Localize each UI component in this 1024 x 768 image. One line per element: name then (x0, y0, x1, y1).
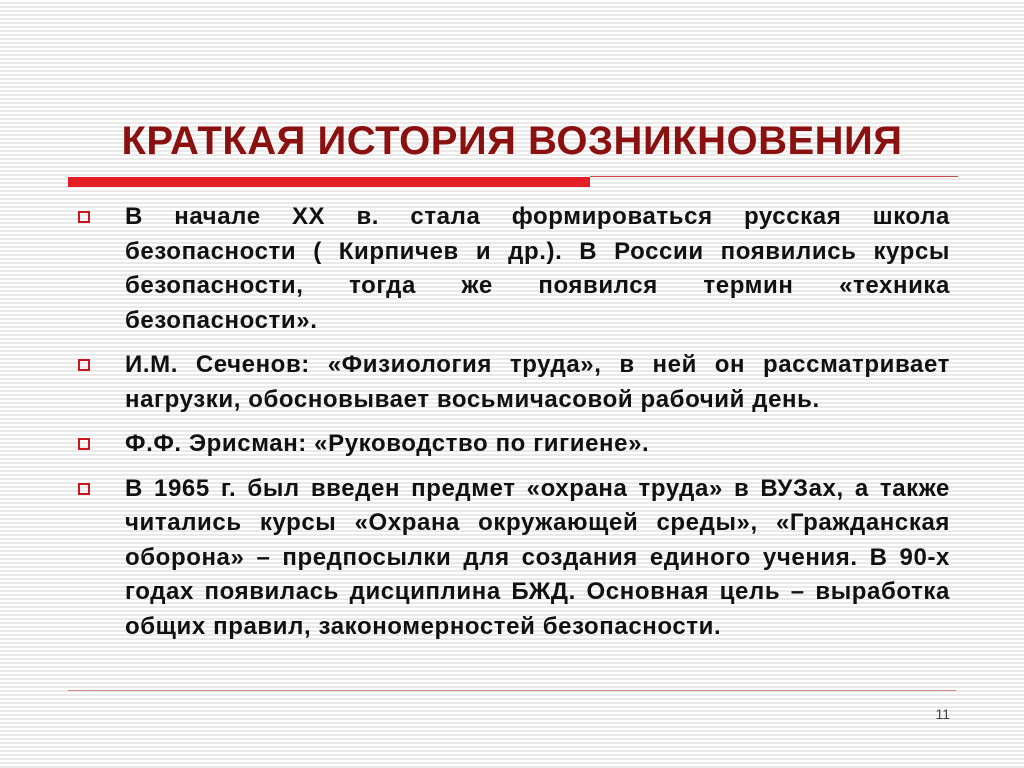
hollow-square-bullet-icon (78, 438, 90, 450)
bullet-item (78, 348, 950, 417)
bullet-text: В начале XX в. стала формироваться русская школа безопасности ( Кирпичев и др.). В России появились курсы безопасности, тогда же появился термин «техника безопасности». (125, 203, 950, 334)
bullet-text: И.М. Сеченов: «Физиология труда», в ней он рассматривает нагрузки, обосновывает восьмичасовой рабочий день. (125, 351, 950, 413)
slide-title: КРАТКАЯ ИСТОРИЯ ВОЗНИКНОВЕНИЯ (121, 119, 903, 163)
bullet-list (78, 200, 950, 654)
title-underline-thin (590, 176, 958, 177)
title-underline-accent (68, 177, 590, 187)
footer-divider (68, 690, 956, 691)
slide-number: 11 (935, 706, 950, 722)
bullet-item (78, 472, 950, 645)
bullet-item (78, 200, 950, 338)
bullet-item (78, 427, 950, 462)
bullet-text: В 1965 г. был введен предмет «охрана труда» в ВУЗах, а также читались курсы «Охрана окружающей среды», «Гражданская оборона» – предпосылки для создания единого учения. В 90-х годах появилась дисциплина БЖД. Основная цель – выработка общих правил, закономерностей безопасности. (125, 474, 950, 640)
bullet-text: Ф.Ф. Эрисман: «Руководство по гигиене». (125, 430, 650, 457)
hollow-square-bullet-icon (78, 359, 90, 371)
hollow-square-bullet-icon (78, 483, 90, 495)
hollow-square-bullet-icon (78, 211, 90, 223)
